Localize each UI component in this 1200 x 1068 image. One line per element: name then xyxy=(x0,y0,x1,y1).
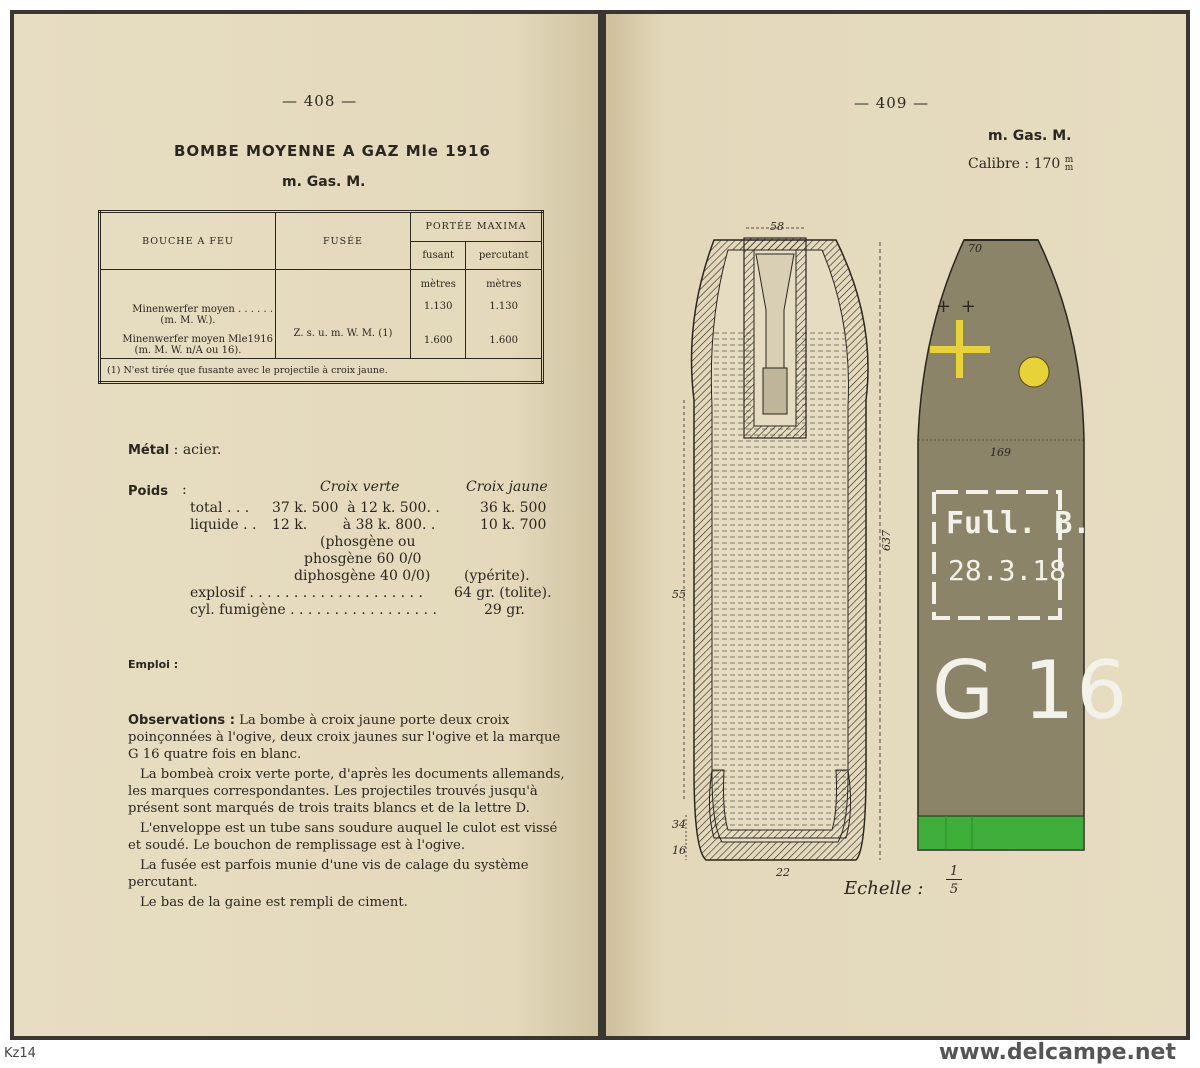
percutant-cell xyxy=(466,270,543,359)
page-number-408: — 408 — xyxy=(282,92,358,110)
phosgene-2: phosgène 60 0/0 xyxy=(304,551,422,567)
echelle-num: 1 xyxy=(946,864,962,880)
calibre-text: Calibre : 170 xyxy=(968,156,1061,172)
left-page xyxy=(14,14,598,1036)
obs-paragraph-2: La bombeà croix verte porte, d'après les documents allemands, les marques correspondantes. Les projectiles trouvés jusqu'à présent sont marqués de trois traits blancs et de la lettre D. xyxy=(128,767,565,816)
dim-70: 70 xyxy=(968,242,982,255)
table-footnote: (1) N'est tirée que fusante avec le projectile à croix jaune. xyxy=(100,359,543,383)
col-fusee-header: FUSÉE xyxy=(276,212,411,270)
explosif-value: 64 gr. (tolite). xyxy=(454,585,552,601)
obs-paragraph-3: L'enveloppe est un tube sans soudure auquel le culot est vissé et soudé. Le bouchon de remplissage est à l'ogive. xyxy=(128,821,558,853)
row1-bouche-a: Minenwerfer moyen . . . . . . xyxy=(132,304,273,315)
metal-label: Métal xyxy=(128,443,170,458)
obs-paragraph-1 xyxy=(128,712,568,763)
obs-paragraph-5: Le bas de la gaine est rempli de ciment. xyxy=(140,895,408,910)
marking-line2: 28.3.18 xyxy=(948,554,1067,587)
dim-16: 16 xyxy=(672,844,686,857)
cyl-label: cyl. fumigène . . . . . . . . . . . . . . . . . xyxy=(190,602,437,618)
liquide-jaune: 10 k. 700 xyxy=(480,517,547,533)
page-number-409: — 409 — xyxy=(854,94,930,112)
page-subtitle: m. Gas. M. xyxy=(282,174,366,190)
phosgene-1: (phosgène ou xyxy=(320,534,416,550)
book-spread xyxy=(10,10,1190,1040)
right-page xyxy=(606,14,1186,1036)
col-percutant-header: percutant xyxy=(466,241,543,269)
row1-percutant: 1.130 xyxy=(489,301,519,312)
row2-bouche-a: Minenwerfer moyen Mle1916 xyxy=(122,334,273,345)
unit-percutant: mètres xyxy=(486,279,522,290)
yperite: (ypérite). xyxy=(464,568,530,584)
col-verte: Croix verte xyxy=(320,479,400,495)
col-jaune: Croix jaune xyxy=(466,479,548,495)
dim-169: 169 xyxy=(990,446,1011,459)
poids-colon: : xyxy=(182,482,187,498)
total-label: total . . . xyxy=(190,500,250,516)
cyl-value: 29 gr. xyxy=(484,602,525,618)
row2-percutant: 1.600 xyxy=(489,335,519,346)
page-title: BOMBE MOYENNE A GAZ Mle 1916 xyxy=(174,142,491,160)
metal-value: : acier. xyxy=(173,442,222,458)
liquide-verte: 12 k. à 38 k. 800. . xyxy=(272,517,436,533)
obs-text-1: La bombe à croix jaune porte deux croix poinçonnées à l'ogive, deux croix jaunes sur l'ogive et la marque G 16 quatre fois en blanc. xyxy=(128,713,561,762)
row1-fusant: 1.130 xyxy=(423,301,453,312)
total-jaune: 36 k. 500 xyxy=(480,500,547,516)
explosif-label: explosif . . . . . . . . . . . . . . . . . . . . xyxy=(190,585,423,601)
yellow-dot-icon xyxy=(1019,357,1049,387)
crosses-mark: + + xyxy=(936,296,978,317)
liquide-label: liquide . . xyxy=(190,517,257,533)
marking-line1: Full. B. xyxy=(946,506,1091,541)
total-verte: 37 k. 500 à 12 k. 500. . xyxy=(272,500,440,516)
unit-fusant: mètres xyxy=(420,279,456,290)
col-bouche-header: BOUCHE A FEU xyxy=(100,212,276,270)
col-portee-header: PORTÉE MAXIMA xyxy=(411,212,543,242)
row2-bouche-b: (m. M. W. n/A ou 16). xyxy=(134,345,242,356)
dim-22: 22 xyxy=(776,866,790,879)
dim-637: 637 xyxy=(880,530,893,551)
poids-label: Poids xyxy=(128,484,168,499)
range-table xyxy=(98,210,544,384)
phosgene-3: diphosgène 40 0/0) xyxy=(294,568,431,584)
shell-body xyxy=(918,240,1084,850)
calibre-unit-top: m xyxy=(1064,155,1074,165)
dim-34: 34 xyxy=(672,818,686,831)
marking-g16: G 16 xyxy=(932,644,1130,737)
metal-line xyxy=(128,442,221,458)
cross-section-drawing xyxy=(666,210,906,890)
row2-fusant: 1.600 xyxy=(423,335,453,346)
fusant-cell xyxy=(411,270,466,359)
watermark-left: Kz14 xyxy=(4,1046,36,1061)
right-heading: m. Gas. M. xyxy=(988,128,1072,144)
observations-block xyxy=(128,712,568,914)
dim-55: 55 xyxy=(672,588,686,601)
calibre-line xyxy=(968,156,1073,172)
echelle-den: 5 xyxy=(949,882,959,897)
emploi-label: Emploi : xyxy=(128,658,179,671)
row1-bouche-b: (m. M. W.). xyxy=(160,315,216,326)
col-fusant-header: fusant xyxy=(411,241,466,269)
obs-label: Observations : xyxy=(128,713,235,728)
fusee-cell: Z. s. u. m. W. M. (1) xyxy=(276,270,411,359)
bouche-cell xyxy=(100,270,276,359)
obs-paragraph-4: La fusée est parfois munie d'une vis de calage du système percutant. xyxy=(128,858,529,890)
calibre-unit-bottom: m xyxy=(1064,163,1074,173)
dim-58: 58 xyxy=(770,220,784,233)
green-band xyxy=(918,816,1084,850)
echelle-label: Echelle : xyxy=(844,878,924,899)
watermark-right: www.delcampe.net xyxy=(938,1040,1176,1065)
calibre-unit xyxy=(1065,156,1074,172)
